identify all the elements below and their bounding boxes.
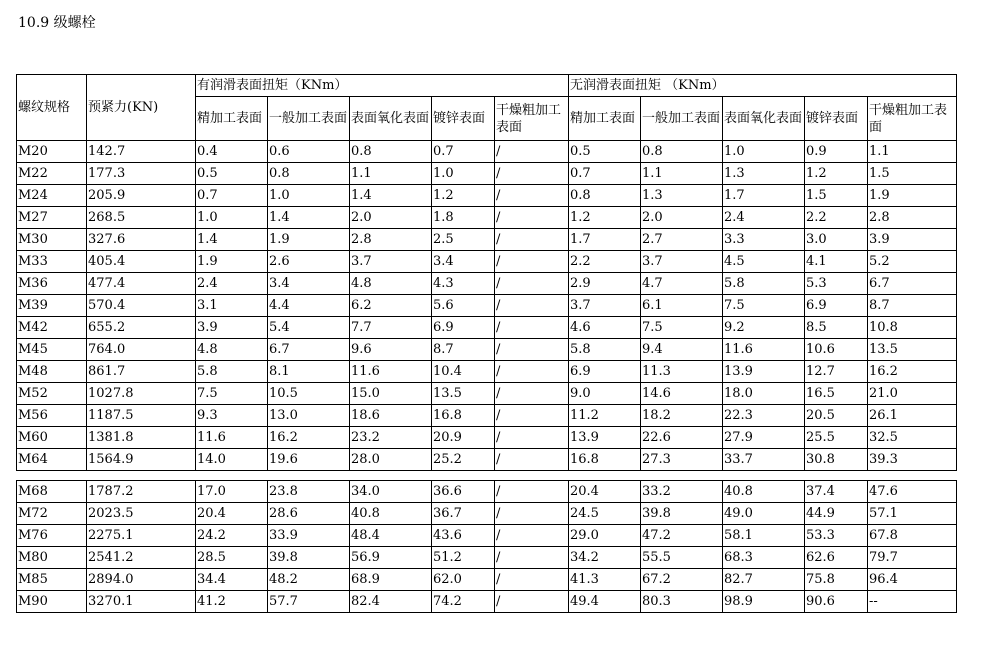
- table-cell: 15.0: [350, 383, 432, 405]
- table-cell: 33.9: [268, 525, 350, 547]
- table-cell: 34.0: [350, 481, 432, 503]
- table-cell: 6.9: [569, 361, 641, 383]
- table-cell: 1027.8: [87, 383, 196, 405]
- table-cell: 3270.1: [87, 591, 196, 613]
- table-cell: 41.3: [569, 569, 641, 591]
- table-cell: 24.2: [196, 525, 268, 547]
- table-cell: 25.2: [432, 449, 495, 471]
- table-cell: 90.6: [805, 591, 868, 613]
- table-cell: 3.9: [196, 317, 268, 339]
- table-cell: 67.8: [868, 525, 957, 547]
- table-cell: 10.4: [432, 361, 495, 383]
- table-cell: 8.7: [432, 339, 495, 361]
- table-row: [17, 361, 957, 383]
- table-cell: 1187.5: [87, 405, 196, 427]
- table-cell: 0.8: [350, 141, 432, 163]
- table-cell: M22: [17, 163, 87, 185]
- table-cell: 16.8: [569, 449, 641, 471]
- table-cell: 2023.5: [87, 503, 196, 525]
- table-cell: /: [495, 569, 569, 591]
- table-cell: 21.0: [868, 383, 957, 405]
- table-cell: 1.0: [268, 185, 350, 207]
- table-cell: /: [495, 547, 569, 569]
- table-cell: 16.2: [868, 361, 957, 383]
- table-cell: 23.8: [268, 481, 350, 503]
- table-cell: 62.0: [432, 569, 495, 591]
- table-cell: 1564.9: [87, 449, 196, 471]
- table-cell: /: [495, 141, 569, 163]
- table-cell: 2894.0: [87, 569, 196, 591]
- table-cell: 3.7: [350, 251, 432, 273]
- table-cell: 2.6: [268, 251, 350, 273]
- table-cell: 57.7: [268, 591, 350, 613]
- table-cell: 1.5: [868, 163, 957, 185]
- table-cell: 18.0: [723, 383, 805, 405]
- table-cell: 2275.1: [87, 525, 196, 547]
- table-cell: 5.2: [868, 251, 957, 273]
- table-cell: 13.0: [268, 405, 350, 427]
- table-cell: 1.2: [569, 207, 641, 229]
- table-row: [17, 427, 957, 449]
- table-cell: 39.8: [641, 503, 723, 525]
- table-cell: M90: [17, 591, 87, 613]
- table-cell: M24: [17, 185, 87, 207]
- table-cell: 1.0: [723, 141, 805, 163]
- table-cell: 570.4: [87, 295, 196, 317]
- table-cell: 2.4: [723, 207, 805, 229]
- table-cell: 98.9: [723, 591, 805, 613]
- table-cell: 22.3: [723, 405, 805, 427]
- table-cell: 0.9: [805, 141, 868, 163]
- table-cell: 2.0: [350, 207, 432, 229]
- table-cell: 4.8: [350, 273, 432, 295]
- table-row: [17, 503, 957, 525]
- table-cell: 0.5: [569, 141, 641, 163]
- table-row: [17, 163, 957, 185]
- header-preload: 预紧力(KN): [87, 75, 196, 141]
- header-dry-fine: 精加工表面: [569, 97, 641, 141]
- header-unlubricated: 无润滑表面扭矩 （KNm）: [569, 75, 957, 97]
- table-cell: 3.9: [868, 229, 957, 251]
- table-cell: /: [495, 295, 569, 317]
- table-cell: 11.3: [641, 361, 723, 383]
- table-cell: M36: [17, 273, 87, 295]
- table-cell: 47.6: [868, 481, 957, 503]
- table-cell: 6.7: [868, 273, 957, 295]
- table-cell: 22.6: [641, 427, 723, 449]
- table-cell: /: [495, 525, 569, 547]
- table-cell: 13.9: [569, 427, 641, 449]
- table-row: [17, 449, 957, 471]
- table-cell: 34.2: [569, 547, 641, 569]
- table-cell: 25.5: [805, 427, 868, 449]
- table-cell: /: [495, 449, 569, 471]
- table-cell: 1.9: [196, 251, 268, 273]
- table-cell: /: [495, 339, 569, 361]
- table-cell: M52: [17, 383, 87, 405]
- table-cell: 1.4: [196, 229, 268, 251]
- table-cell: 2.9: [569, 273, 641, 295]
- table-separator: [17, 471, 957, 481]
- table-cell: 27.9: [723, 427, 805, 449]
- table-cell: 1.1: [868, 141, 957, 163]
- table-cell: 16.5: [805, 383, 868, 405]
- table-cell: /: [495, 361, 569, 383]
- header-dry-oxide: 表面氧化表面: [723, 97, 805, 141]
- table-cell: 4.5: [723, 251, 805, 273]
- table-cell: 20.9: [432, 427, 495, 449]
- table-cell: 14.0: [196, 449, 268, 471]
- table-cell: 43.6: [432, 525, 495, 547]
- table-cell: M27: [17, 207, 87, 229]
- table-body-upper: [17, 141, 957, 471]
- table-cell: 4.4: [268, 295, 350, 317]
- table-row: [17, 185, 957, 207]
- table-cell: 0.7: [569, 163, 641, 185]
- table-cell: 6.7: [268, 339, 350, 361]
- table-cell: 3.4: [432, 251, 495, 273]
- table-cell: 33.2: [641, 481, 723, 503]
- table-cell: /: [495, 317, 569, 339]
- table-cell: 1.0: [196, 207, 268, 229]
- table-cell: 6.9: [805, 295, 868, 317]
- table-row: [17, 481, 957, 503]
- table-cell: 11.6: [723, 339, 805, 361]
- table-cell: M20: [17, 141, 87, 163]
- table-cell: /: [495, 207, 569, 229]
- table-cell: 40.8: [350, 503, 432, 525]
- table-cell: 4.1: [805, 251, 868, 273]
- table-cell: 19.6: [268, 449, 350, 471]
- table-cell: 51.2: [432, 547, 495, 569]
- table-cell: 34.4: [196, 569, 268, 591]
- table-cell: 5.4: [268, 317, 350, 339]
- torque-table: [16, 74, 957, 613]
- table-row: [17, 525, 957, 547]
- table-cell: 1.7: [569, 229, 641, 251]
- table-cell: 56.9: [350, 547, 432, 569]
- table-cell: 82.4: [350, 591, 432, 613]
- table-cell: 8.1: [268, 361, 350, 383]
- table-cell: 1787.2: [87, 481, 196, 503]
- table-cell: 24.5: [569, 503, 641, 525]
- header-lub-oxide: 表面氧化表面: [350, 97, 432, 141]
- table-cell: M30: [17, 229, 87, 251]
- table-cell: 11.6: [196, 427, 268, 449]
- table-cell: 1.5: [805, 185, 868, 207]
- table-row: [17, 141, 957, 163]
- table-row: [17, 251, 957, 273]
- table-cell: 48.4: [350, 525, 432, 547]
- document-title: 10.9 级螺栓: [18, 15, 96, 31]
- table-cell: 75.8: [805, 569, 868, 591]
- table-cell: 16.2: [268, 427, 350, 449]
- table-cell: /: [495, 229, 569, 251]
- table-cell: 0.6: [268, 141, 350, 163]
- table-cell: 1.1: [350, 163, 432, 185]
- table-cell: 477.4: [87, 273, 196, 295]
- table-cell: 8.5: [805, 317, 868, 339]
- table-cell: 1.8: [432, 207, 495, 229]
- table-cell: 17.0: [196, 481, 268, 503]
- table-cell: 68.3: [723, 547, 805, 569]
- table-cell: M39: [17, 295, 87, 317]
- table-cell: 5.6: [432, 295, 495, 317]
- table-cell: 3.3: [723, 229, 805, 251]
- table-cell: 74.2: [432, 591, 495, 613]
- table-cell: M56: [17, 405, 87, 427]
- table-cell: 205.9: [87, 185, 196, 207]
- table-cell: 41.2: [196, 591, 268, 613]
- table-cell: 30.8: [805, 449, 868, 471]
- table-cell: 7.5: [641, 317, 723, 339]
- table-cell: 2.2: [569, 251, 641, 273]
- table-cell: 9.3: [196, 405, 268, 427]
- header-lub-fine: 精加工表面: [196, 97, 268, 141]
- table-cell: M48: [17, 361, 87, 383]
- table-cell: 2.7: [641, 229, 723, 251]
- table-cell: 20.4: [196, 503, 268, 525]
- table-row: [17, 591, 957, 613]
- table-cell: 18.2: [641, 405, 723, 427]
- table-cell: 6.9: [432, 317, 495, 339]
- table-cell: M42: [17, 317, 87, 339]
- table-cell: 3.7: [569, 295, 641, 317]
- table-cell: 6.1: [641, 295, 723, 317]
- table-cell: 0.4: [196, 141, 268, 163]
- table-cell: 7.5: [723, 295, 805, 317]
- table-cell: 1.7: [723, 185, 805, 207]
- table-cell: 80.3: [641, 591, 723, 613]
- table-cell: 327.6: [87, 229, 196, 251]
- table-cell: 20.5: [805, 405, 868, 427]
- table-cell: 0.7: [196, 185, 268, 207]
- header-lub-zinc: 镀锌表面: [432, 97, 495, 141]
- table-cell: 28.0: [350, 449, 432, 471]
- table-cell: 29.0: [569, 525, 641, 547]
- table-cell: 33.7: [723, 449, 805, 471]
- table-cell: /: [495, 383, 569, 405]
- table-cell: 49.4: [569, 591, 641, 613]
- table-row: [17, 229, 957, 251]
- table-cell: 48.2: [268, 569, 350, 591]
- table-cell: 4.6: [569, 317, 641, 339]
- table-cell: 58.1: [723, 525, 805, 547]
- table-cell: 28.6: [268, 503, 350, 525]
- table-row: [17, 569, 957, 591]
- table-cell: 13.9: [723, 361, 805, 383]
- table-cell: /: [495, 481, 569, 503]
- table-cell: 5.3: [805, 273, 868, 295]
- table-cell: 10.6: [805, 339, 868, 361]
- table-cell: M72: [17, 503, 87, 525]
- table-cell: M60: [17, 427, 87, 449]
- table-cell: 0.8: [268, 163, 350, 185]
- table-cell: 14.6: [641, 383, 723, 405]
- table-row: [17, 207, 957, 229]
- table-cell: 764.0: [87, 339, 196, 361]
- table-cell: 2.8: [868, 207, 957, 229]
- table-cell: 10.8: [868, 317, 957, 339]
- table-cell: 3.4: [268, 273, 350, 295]
- table-cell: 82.7: [723, 569, 805, 591]
- table-cell: /: [495, 185, 569, 207]
- table-row: [17, 339, 957, 361]
- table-cell: 4.7: [641, 273, 723, 295]
- table-cell: 655.2: [87, 317, 196, 339]
- table-cell: 2.8: [350, 229, 432, 251]
- table-cell: /: [495, 503, 569, 525]
- table-cell: 20.4: [569, 481, 641, 503]
- table-cell: 1.4: [268, 207, 350, 229]
- table-cell: 49.0: [723, 503, 805, 525]
- table-cell: 1.1: [641, 163, 723, 185]
- header-dry-general: 一般加工表面: [641, 97, 723, 141]
- table-cell: 1.0: [432, 163, 495, 185]
- table-cell: 9.0: [569, 383, 641, 405]
- table-cell: /: [495, 405, 569, 427]
- table-cell: 7.5: [196, 383, 268, 405]
- table-cell: 68.9: [350, 569, 432, 591]
- table-cell: /: [495, 273, 569, 295]
- table-cell: 3.0: [805, 229, 868, 251]
- table-row: [17, 405, 957, 427]
- table-cell: 18.6: [350, 405, 432, 427]
- table-cell: 39.8: [268, 547, 350, 569]
- table-cell: 1.9: [868, 185, 957, 207]
- table-cell: 268.5: [87, 207, 196, 229]
- table-cell: M85: [17, 569, 87, 591]
- table-cell: 4.3: [432, 273, 495, 295]
- table-cell: 53.3: [805, 525, 868, 547]
- header-dry-dry-rough: 干燥粗加工表面: [868, 97, 957, 141]
- table-cell: 57.1: [868, 503, 957, 525]
- table-cell: 27.3: [641, 449, 723, 471]
- table-cell: 5.8: [196, 361, 268, 383]
- table-cell: M64: [17, 449, 87, 471]
- table-row: [17, 547, 957, 569]
- table-cell: 6.2: [350, 295, 432, 317]
- table-cell: 36.6: [432, 481, 495, 503]
- table-cell: 1.2: [432, 185, 495, 207]
- table-cell: 32.5: [868, 427, 957, 449]
- table-cell: M76: [17, 525, 87, 547]
- table-cell: 2.0: [641, 207, 723, 229]
- table-cell: 37.4: [805, 481, 868, 503]
- table-cell: 62.6: [805, 547, 868, 569]
- table-cell: 1.3: [641, 185, 723, 207]
- table-cell: 5.8: [569, 339, 641, 361]
- table-cell: M45: [17, 339, 87, 361]
- header-spec: 螺纹规格: [17, 75, 87, 141]
- table-cell: 16.8: [432, 405, 495, 427]
- table-cell: /: [495, 163, 569, 185]
- table-cell: 1.4: [350, 185, 432, 207]
- table-cell: 9.4: [641, 339, 723, 361]
- table-cell: 7.7: [350, 317, 432, 339]
- table-cell: 9.2: [723, 317, 805, 339]
- table-cell: 11.2: [569, 405, 641, 427]
- table-cell: 1.2: [805, 163, 868, 185]
- table-cell: 177.3: [87, 163, 196, 185]
- table-cell: 39.3: [868, 449, 957, 471]
- table-cell: 12.7: [805, 361, 868, 383]
- table-cell: 4.8: [196, 339, 268, 361]
- table-cell: 405.4: [87, 251, 196, 273]
- table-cell: /: [495, 251, 569, 273]
- table-cell: 1381.8: [87, 427, 196, 449]
- header-dry-zinc: 镀锌表面: [805, 97, 868, 141]
- table-cell: 79.7: [868, 547, 957, 569]
- table-cell: 1.3: [723, 163, 805, 185]
- table-cell: 2541.2: [87, 547, 196, 569]
- header-lubricated: 有润滑表面扭矩（KNm）: [196, 75, 569, 97]
- table-cell: 0.8: [641, 141, 723, 163]
- table-cell: 67.2: [641, 569, 723, 591]
- table-cell: 861.7: [87, 361, 196, 383]
- table-cell: 5.8: [723, 273, 805, 295]
- table-cell: /: [495, 591, 569, 613]
- table-cell: 13.5: [432, 383, 495, 405]
- table-cell: 11.6: [350, 361, 432, 383]
- table-cell: 26.1: [868, 405, 957, 427]
- header-lub-general: 一般加工表面: [268, 97, 350, 141]
- header-lub-dry-rough: 干燥粗加工表面: [495, 97, 569, 141]
- table-row: [17, 383, 957, 405]
- separator-row: [17, 471, 957, 481]
- table-cell: --: [868, 591, 957, 613]
- table-cell: M68: [17, 481, 87, 503]
- table-cell: 3.1: [196, 295, 268, 317]
- table-cell: 13.5: [868, 339, 957, 361]
- table-cell: 47.2: [641, 525, 723, 547]
- table-cell: 0.7: [432, 141, 495, 163]
- table-cell: M33: [17, 251, 87, 273]
- table-row: [17, 295, 957, 317]
- table-cell: 55.5: [641, 547, 723, 569]
- table-cell: 96.4: [868, 569, 957, 591]
- table-cell: 142.7: [87, 141, 196, 163]
- table-cell: M80: [17, 547, 87, 569]
- table-cell: 3.7: [641, 251, 723, 273]
- table-cell: 44.9: [805, 503, 868, 525]
- table-cell: 2.2: [805, 207, 868, 229]
- table-cell: 0.5: [196, 163, 268, 185]
- table-cell: 28.5: [196, 547, 268, 569]
- table-cell: 36.7: [432, 503, 495, 525]
- table-cell: 1.9: [268, 229, 350, 251]
- table-cell: 2.4: [196, 273, 268, 295]
- table-body-lower: [17, 481, 957, 613]
- table-cell: 2.5: [432, 229, 495, 251]
- table-cell: 23.2: [350, 427, 432, 449]
- table-cell: /: [495, 427, 569, 449]
- table-row: [17, 273, 957, 295]
- table-cell: 40.8: [723, 481, 805, 503]
- table-cell: 8.7: [868, 295, 957, 317]
- table-cell: 10.5: [268, 383, 350, 405]
- table-row: [17, 317, 957, 339]
- table-cell: 9.6: [350, 339, 432, 361]
- table-cell: 0.8: [569, 185, 641, 207]
